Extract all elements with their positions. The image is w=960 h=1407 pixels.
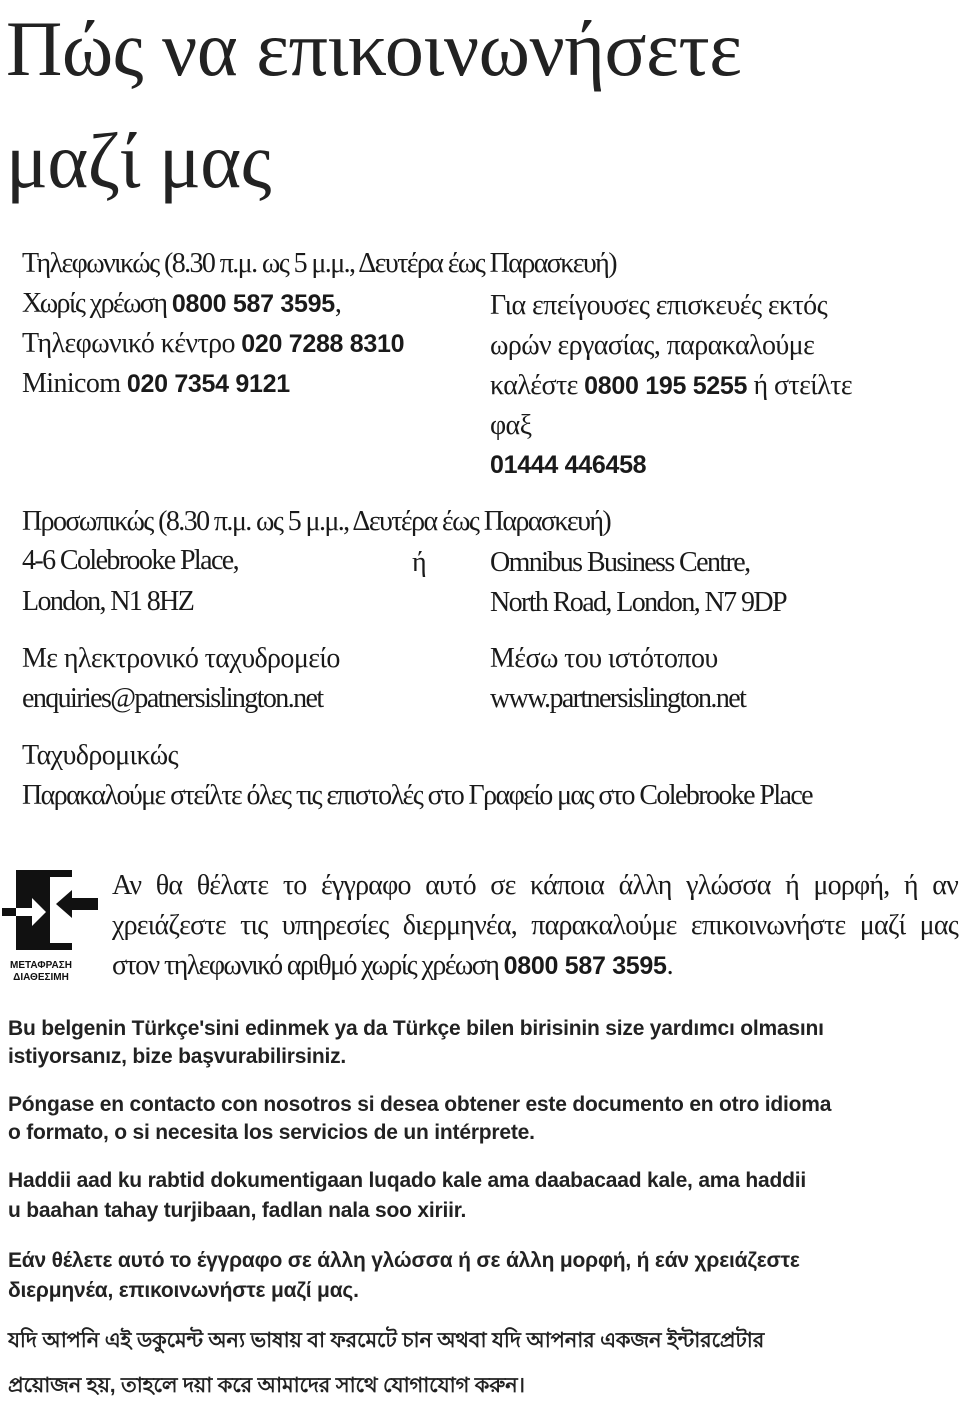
website-label: Μέσω του ιστότοπου	[490, 643, 718, 674]
emergency-call-label: καλέστε	[490, 370, 585, 401]
address-2-line-1: Omnibus Business Centre,	[490, 547, 750, 578]
freephone-suffix: ,	[334, 288, 342, 319]
bengali-line-1: যদি আপনি এই ডকুমেন্ট অন্য ভাষায় বা ফরমেটে চান অথবা যদি আপনার একজন ইন্টারপ্রেটার	[8, 1329, 765, 1352]
translation-line-3-period: .	[666, 950, 673, 981]
address-2-line-2: North Road, London, N7 9DP	[490, 587, 786, 618]
page-title-line-2: μαζί μας	[6, 117, 272, 204]
somali-line-2: u baahan tahay turjibaan, fadlan nala soo xiriir.	[8, 1199, 467, 1222]
bengali-line-2: প্রয়োজন হয়, তাহলে দয়া করে আমাদের সাথে যোগাযোগ করুন।	[8, 1374, 525, 1397]
address-1-line-2: London, N1 8HZ	[22, 586, 194, 617]
address-1-line-1: 4-6 Colebrooke Place,	[22, 545, 238, 576]
logo-text-line-2: ΔΙΑΘΕΣΙΜΗ	[13, 972, 69, 983]
switchboard-label: Τηλεφωνικό κέντρο	[22, 328, 242, 359]
somali-line-1: Haddii aad ku rabtid dokumentigaan luqado kale ama daabacaad kale, ama haddii	[8, 1169, 807, 1192]
website-url[interactable]: www.partnersislington.net	[490, 683, 746, 714]
page-title-line-1: Πώς να επικοινωνήσετε	[6, 5, 742, 92]
email-label: Με ηλεκτρονικό ταχυδρομείο	[22, 643, 340, 674]
translation-available-logo	[2, 868, 104, 984]
spanish-line-1: Póngase en contacto con nosotros si desea obtener este documento en otro idioma	[8, 1093, 832, 1116]
minicom-label: Minicom	[22, 368, 127, 399]
switchboard-line	[22, 330, 404, 358]
translation-line-2: χρειάζεστε τις υπηρεσίες διερμηνέα, παρακαλούμε επικοινωνήστε μαζί μας	[112, 910, 958, 941]
translation-line-3	[112, 946, 673, 986]
translation-arrows-icon	[2, 868, 104, 954]
emergency-number[interactable]: 0800 195 5255	[584, 372, 748, 400]
post-heading: Ταχυδρομικώς	[22, 740, 179, 771]
spanish-line-2: o formato, o si necesita los servicios de un intérprete.	[8, 1121, 535, 1144]
switchboard-number[interactable]: 020 7288 8310	[241, 330, 405, 358]
greek-line-2: διερμηνέα, επικοινωνήστε μαζί μας.	[8, 1279, 359, 1302]
freephone-label: Χωρίς χρέωση	[22, 288, 172, 319]
translation-freephone-number[interactable]: 0800 587 3595	[503, 952, 667, 980]
turkish-line-1: Bu belgenin Türkçe'sini edinmek ya da Türkçe bilen birisinin size yardımcı olmasını	[8, 1017, 824, 1040]
post-text: Παρακαλούμε στείλτε όλες τις επιστολές στο Γραφείο μας στο Colebrooke Place	[22, 780, 813, 811]
in-person-heading: Προσωπικώς (8.30 π.μ. ως 5 μ.μ., Δευτέρα έως Παρασκευή)	[22, 506, 611, 537]
minicom-number[interactable]: 020 7354 9121	[126, 370, 290, 398]
fax-number[interactable]: 01444 446458	[490, 451, 647, 479]
or-separator: ή	[412, 547, 427, 578]
phone-heading: Τηλεφωνικώς (8.30 π.μ. ως 5 μ.μ., Δευτέρα έως Παρασκευή)	[22, 248, 616, 279]
minicom-line	[22, 370, 290, 398]
freephone-line	[22, 290, 341, 318]
emergency-line-2: ωρών εργασίας, παρακαλούμε	[490, 330, 815, 361]
freephone-number[interactable]: 0800 587 3595	[171, 290, 335, 318]
emergency-line-3	[490, 372, 852, 400]
email-address[interactable]: enquiries@patnersislington.net	[22, 683, 323, 714]
emergency-fax-label: ή στείλτε	[747, 370, 852, 401]
greek-line-1: Εάν θέλετε αυτό το έγγραφο σε άλλη γλώσσα ή σε άλλη μορφή, ή εάν χρειάζεστε	[8, 1249, 800, 1272]
emergency-line-1: Για επείγουσες επισκευές εκτός	[490, 290, 828, 321]
translation-line-1: Αν θα θέλατε το έγγραφο αυτό σε κάποια άλλη γλώσσα ή μορφή, ή αν	[112, 870, 958, 901]
turkish-line-2: istiyorsanız, bize başvurabilirsiniz.	[8, 1045, 347, 1068]
translation-freephone-label: στον τηλεφωνικό αριθμό χωρίς χρέωση	[112, 950, 504, 981]
logo-text-line-1: ΜΕΤΑΦΡΑΣΗ	[10, 960, 72, 971]
emergency-line-4: φαξ	[490, 410, 532, 441]
